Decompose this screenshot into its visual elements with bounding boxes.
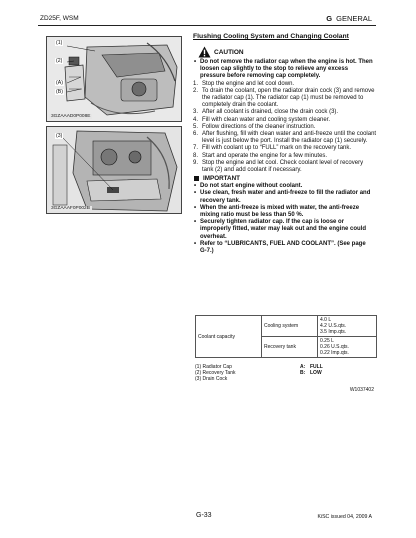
- step-line: Fill with clean water and cooling system cleaner.: [202, 116, 331, 123]
- important-bullet: [193, 190, 379, 204]
- step-line: Stop the engine and let cool. Check coolant level of recovery: [202, 159, 364, 166]
- step-number: 8.: [193, 152, 199, 159]
- engine-illustration-bottom: [47, 127, 182, 214]
- coolant-capacity-table: [195, 315, 377, 358]
- spec-value: 0.26 U.S.qts.: [320, 344, 349, 350]
- table-row: [196, 316, 377, 337]
- section-title: Flushing Cooling System and Changing Coolant: [193, 33, 349, 40]
- step-6: [193, 131, 379, 145]
- caution-line: pressure before removing cap completely.: [200, 73, 321, 80]
- important-heading: [193, 175, 379, 183]
- warning-triangle-icon: [198, 46, 211, 58]
- document-code: W1037402: [349, 387, 374, 393]
- step-line: To drain the coolant, open the radiator drain cock (3) and remove: [202, 87, 375, 94]
- legend-key: A:: [300, 364, 306, 370]
- important-line: recovery tank.: [200, 197, 241, 204]
- step-line: completely drain the coolant.: [202, 102, 279, 109]
- step-line: After flushing, fill with clean water and anti-freeze until the coolant: [202, 131, 377, 138]
- step-number: 4.: [193, 116, 199, 123]
- step-number: 6.: [193, 131, 199, 138]
- important-line: overheat.: [200, 233, 227, 240]
- important-bullet: [193, 219, 379, 241]
- step-5: [193, 124, 379, 131]
- caution-label: CAUTION: [214, 49, 244, 56]
- step-4: [193, 117, 379, 124]
- step-2: [193, 88, 379, 110]
- step-line: level is just below the port. Install the radiator cap (1) securely.: [202, 138, 368, 145]
- section-name: GENERAL: [336, 14, 372, 23]
- important-square-icon: [194, 176, 199, 181]
- spec-values: [318, 337, 377, 358]
- step-line: Follow directions of the cleaner instruction.: [202, 123, 316, 130]
- section-letter: G: [326, 14, 333, 23]
- spec-label: Coolant capacity: [196, 316, 262, 358]
- important-line: • Securely tighten radiator cap. If the cap is loose or: [200, 219, 345, 226]
- step-number: 7.: [193, 145, 199, 152]
- legend-item: (2) Recovery Tank: [195, 370, 236, 377]
- step-number: 5.: [193, 123, 199, 130]
- important-line: improperly fitted, water may leak out and the engine could: [200, 226, 367, 233]
- legend-value: FULL: [310, 364, 323, 370]
- important-label: IMPORTANT: [203, 175, 240, 183]
- figure-code: 3GZAAAF0P002B: [51, 206, 90, 211]
- callout-drain-cock: (3): [56, 133, 63, 139]
- spec-value: 0.22 Imp.qts.: [320, 350, 349, 356]
- important-line: • Do not start engine without coolant.: [200, 183, 303, 190]
- issue-note: KiSC issued 04, 2009 A: [317, 514, 372, 520]
- important-line: mixing ratio must be less than 50 %.: [200, 212, 304, 219]
- spec-value: 4.2 U.S.qts.: [320, 323, 347, 329]
- spec-value: 3.5 Imp.qts.: [320, 329, 347, 335]
- instructions-body: [193, 59, 379, 255]
- step-number: 2.: [193, 87, 199, 94]
- step-line: Fill with coolant up to “FULL” mark on the recovery tank.: [202, 145, 352, 152]
- step-number: 9.: [193, 159, 199, 166]
- figure-code: 3GZAAAD0P008E: [51, 114, 91, 119]
- important-bullet: [193, 205, 379, 219]
- header-rule: [38, 25, 376, 26]
- step-line: After all coolant is drained, close the drain cock (3).: [202, 109, 339, 116]
- legend-item: [300, 370, 322, 376]
- important-line: G-7.): [200, 248, 214, 255]
- step-number: 1.: [193, 80, 199, 87]
- step-3: [193, 109, 379, 116]
- callout-low-mark: (B): [56, 89, 63, 95]
- step-7: [193, 145, 379, 152]
- step-line: Start and operate the engine for a few minutes.: [202, 152, 328, 159]
- spec-value: 0.25 L: [320, 338, 334, 344]
- step-1: [193, 81, 379, 88]
- caution-line: loosen cap slightly to the stop to relieve any excess: [200, 66, 349, 73]
- important-bullet: [193, 183, 379, 190]
- caution-bullet: [193, 59, 379, 81]
- important-line: • When the anti-freeze is mixed with water, the anti-freeze: [200, 204, 360, 211]
- callout-full-mark: (A): [56, 80, 63, 86]
- spec-name: Recovery tank: [262, 337, 318, 358]
- important-bullet: [193, 241, 379, 255]
- figure-radiator-cap: [46, 36, 182, 122]
- spec-values: [318, 316, 377, 337]
- callout-radiator-cap: (1): [56, 40, 63, 46]
- step-line: the radiator cap (1). The radiator cap (1) must be removed to: [202, 95, 364, 102]
- important-line: • Refer to “LUBRICANTS, FUEL AND COOLANT”. (See page: [200, 240, 366, 247]
- header-model: ZD25F, WSM: [40, 15, 79, 22]
- caution-line: • Do not remove the radiator cap when the engine is hot. Then: [200, 59, 373, 65]
- legend-item: (1) Radiator Cap: [195, 364, 232, 370]
- step-line: tank (2) and add coolant if necessary.: [202, 167, 302, 174]
- legend-item: (3) Drain Cock: [195, 376, 228, 383]
- spec-name: Cooling system: [262, 316, 318, 337]
- step-8: [193, 153, 379, 160]
- engine-illustration-top: [47, 37, 182, 122]
- important-line: • Use clean, fresh water and anti-freeze to fill the radiator and: [200, 190, 371, 197]
- step-number: 3.: [193, 109, 199, 116]
- step-9: [193, 160, 379, 174]
- legend-key: B:: [300, 370, 306, 377]
- step-line: Stop the engine and let cool down.: [202, 80, 295, 87]
- spec-value: 4.0 L: [320, 317, 332, 323]
- legend-value: LOW: [310, 370, 322, 377]
- page-number: G-33: [196, 512, 212, 519]
- figure-drain-cock: [46, 126, 182, 214]
- callout-recovery-tank: (2): [56, 58, 63, 64]
- header-section: [326, 14, 372, 23]
